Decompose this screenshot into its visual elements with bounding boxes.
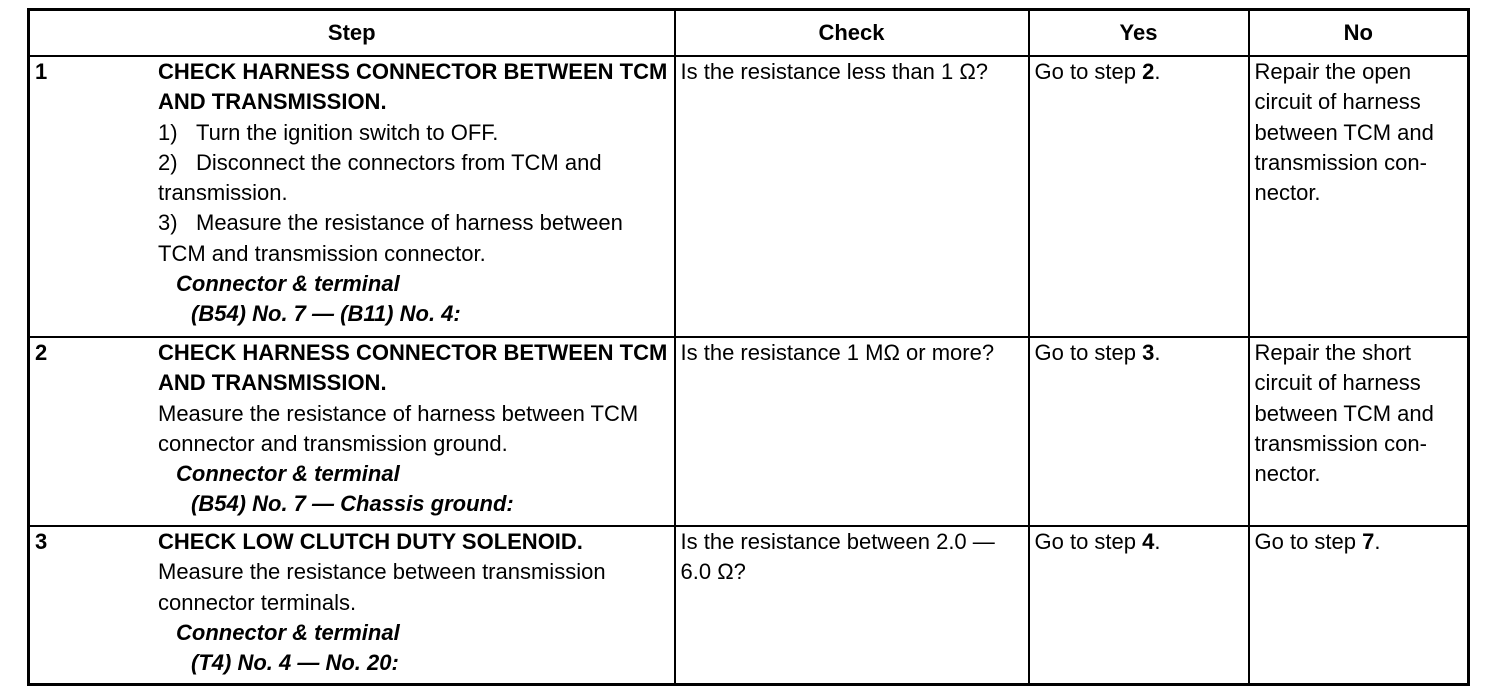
table-row bbox=[29, 337, 1469, 526]
yes-step-ref: 2 bbox=[1142, 59, 1155, 84]
yes-cell: Go to step 3. bbox=[1029, 337, 1249, 526]
step-number: 1 bbox=[35, 59, 48, 84]
step-description: Measure the resistance between transmission connector terminals. bbox=[158, 559, 606, 615]
connector-value: (B54) No. 7 — Chassis ground: bbox=[191, 491, 514, 517]
substep: 3) Measure the resistance of harness between TCM and transmission connector. bbox=[158, 210, 623, 266]
check-cell: Is the resistance less than 1 Ω? bbox=[675, 56, 1029, 337]
yes-cell: Go to step 4. bbox=[1029, 526, 1249, 684]
no-step-ref: 7 bbox=[1362, 529, 1375, 554]
connector-value: (T4) No. 4 — No. 20: bbox=[191, 650, 399, 676]
yes-cell: Go to step 2. bbox=[1029, 56, 1249, 337]
table-row bbox=[29, 56, 1469, 337]
connector-value: (B54) No. 7 — (B11) No. 4: bbox=[191, 301, 461, 327]
substep: 1) Turn the ignition switch to OFF. bbox=[158, 119, 499, 145]
header-yes: Yes bbox=[1029, 10, 1249, 57]
header-check: Check bbox=[675, 10, 1029, 57]
step-number: 2 bbox=[35, 340, 48, 365]
step-cell bbox=[29, 337, 675, 526]
header-no: No bbox=[1249, 10, 1469, 57]
check-cell: Is the resistance between 2.0 — 6.0 Ω? bbox=[675, 526, 1029, 684]
connector-label: Connector & terminal bbox=[176, 619, 400, 645]
substep: 2) Disconnect the connectors from TCM and transmission. bbox=[158, 149, 602, 206]
step-title: CHECK HARNESS CONNECTOR BETWEEN TCM AND TRANSMISSION. bbox=[158, 340, 668, 396]
step-cell bbox=[29, 56, 675, 337]
yes-step-ref: 4 bbox=[1142, 529, 1155, 554]
diagnostic-table-container bbox=[27, 8, 1470, 686]
step-description: Measure the resistance of harness between TCM connector and transmission ground. bbox=[158, 400, 639, 456]
step-title: CHECK LOW CLUTCH DUTY SOLENOID. bbox=[158, 529, 583, 554]
connector-label: Connector & terminal bbox=[176, 271, 400, 297]
no-cell: Repair the open circuit of harness between TCM and transmission con-nector. bbox=[1249, 56, 1469, 337]
step-title: CHECK HARNESS CONNECTOR BETWEEN TCM AND TRANSMISSION. bbox=[158, 59, 668, 115]
diagnostic-table bbox=[27, 8, 1470, 686]
step-cell bbox=[29, 526, 675, 684]
connector-label: Connector & terminal bbox=[176, 461, 400, 487]
header-step: Step bbox=[29, 10, 675, 57]
table-row bbox=[29, 526, 1469, 684]
yes-step-ref: 3 bbox=[1142, 340, 1155, 365]
no-cell: Go to step 7. bbox=[1249, 526, 1469, 684]
header-row bbox=[29, 10, 1469, 57]
check-cell: Is the resistance 1 MΩ or more? bbox=[675, 337, 1029, 526]
no-cell: Repair the short circuit of harness between TCM and transmission con-nector. bbox=[1249, 337, 1469, 526]
step-number: 3 bbox=[35, 529, 48, 554]
